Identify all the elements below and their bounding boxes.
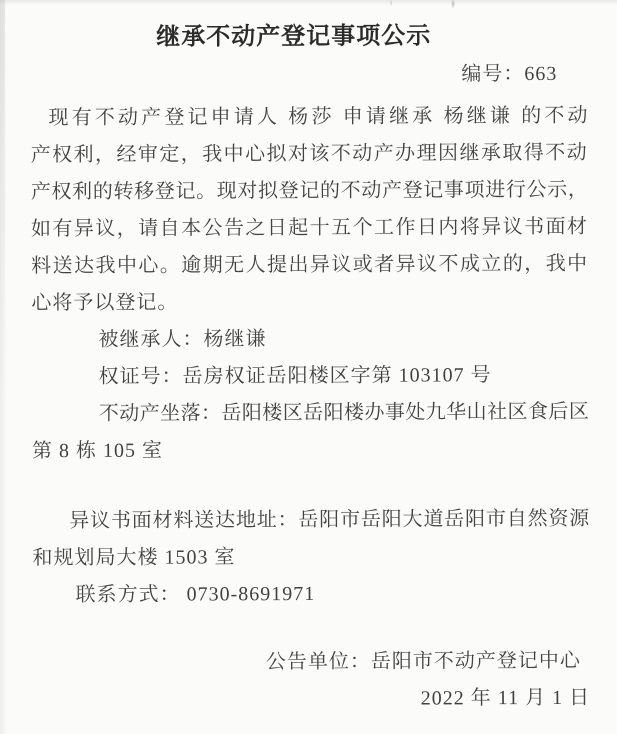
doc-number: 编号：663	[461, 62, 558, 86]
property-location-line-1: 不动产坐落：岳阳楼区岳阳楼办事处九华山社区食后区	[98, 400, 589, 425]
objection-address-line-2: 和规划局大楼 1503 室	[32, 546, 236, 570]
paragraph-line-4: 如有异议，请自本公告之日起十五个工作日内将异议书面材	[30, 215, 589, 241]
notice-title: 继承不动产登记事项公示	[156, 22, 432, 51]
issuer-line: 公告单位：岳阳市不动产登记中心	[265, 649, 581, 674]
date-line: 2022 年 11 月 1 日	[420, 686, 591, 710]
notice-body	[0, 98, 617, 720]
paragraph-line-1: 现有不动产登记申请人 杨莎 申请继承 杨继谦 的不动	[48, 104, 588, 130]
certificate-number-line: 权证号：岳房权证岳阳楼区字第 103107 号	[98, 364, 492, 388]
property-location-line-2: 第 8 栋 105 室	[31, 439, 164, 463]
paragraph-line-5: 料送达我中心。逾期无人提出异议或者异议不成立的，我中	[31, 252, 589, 278]
heir-line: 被继承人：杨继谦	[98, 328, 267, 351]
contact-line: 联系方式： 0730-8691971	[75, 582, 316, 607]
paragraph-line-6: 心将予以登记。	[31, 291, 179, 315]
paragraph-line-3: 产权利的转移登记。现对拟登记的不动产登记事项进行公示，	[30, 178, 588, 204]
objection-address-line-1: 异议书面材料送达地址：岳阳市岳阳大道岳阳市自然资源	[69, 507, 590, 533]
paragraph-line-2: 产权利，经审定，我中心拟对该不动产办理因继承取得不动	[30, 141, 588, 167]
